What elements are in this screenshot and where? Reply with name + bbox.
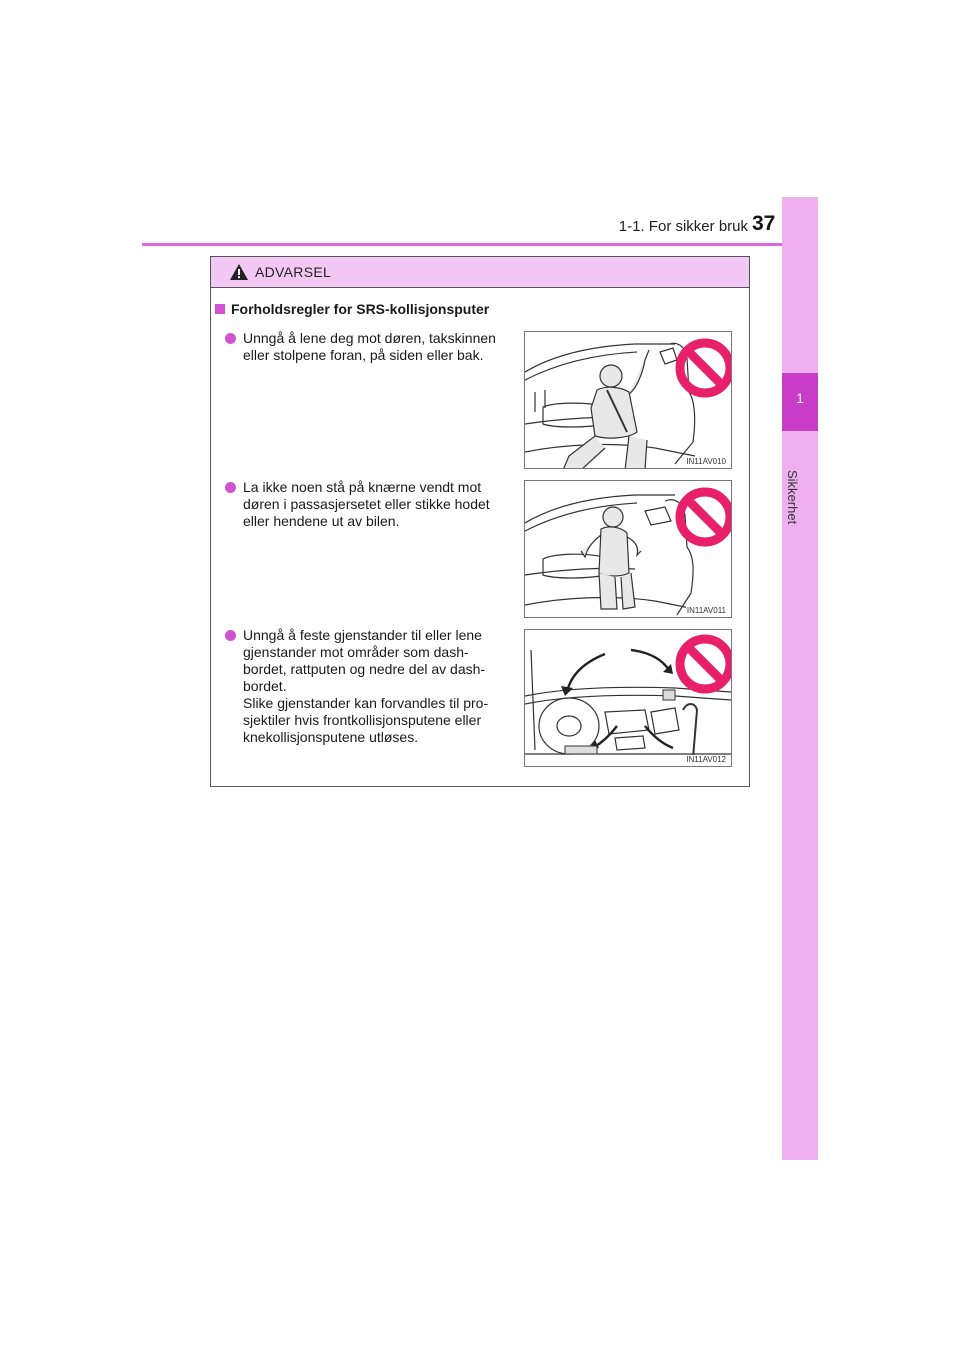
bullet-dot-icon: [225, 482, 236, 493]
figure-code: IN11AV012: [686, 755, 726, 764]
bullet-line: eller hendene ut av bilen.: [243, 513, 400, 529]
illustration-drawing: [525, 481, 732, 618]
bullet-line: døren i passasjersetet eller stikke hodet: [243, 496, 490, 512]
bullet-line: gjenstander mot områder som dash-: [243, 644, 469, 660]
warning-label: ADVARSEL: [255, 264, 332, 280]
bullet-dot-icon: [225, 630, 236, 641]
figure-code: IN11AV010: [686, 457, 726, 466]
bullet-line: Slike gjenstander kan forvandles til pro-: [243, 695, 489, 711]
figure-code: IN11AV011: [686, 606, 726, 615]
warning-header: [211, 257, 749, 288]
illustration-objects-on-dashboard: [524, 629, 732, 767]
section-title: Forholdsregler for SRS-kollisjonsputer: [231, 301, 490, 317]
bullet-dot-icon: [225, 333, 236, 344]
bullet-line: La ikke noen stå på knærne vendt mot: [243, 479, 482, 495]
illustration-drawing: [525, 332, 732, 469]
bullet-line: eller stolpene foran, på siden eller bak.: [243, 347, 484, 363]
bullet-line: sjektiler hvis frontkollisjonsputene eller: [243, 712, 482, 728]
warning-triangle-icon: [229, 263, 249, 281]
chapter-label: Sikkerhet: [785, 470, 800, 525]
prohibition-icon: [680, 492, 730, 542]
bullet-line: Unngå å lene deg mot døren, takskinnen: [243, 330, 496, 346]
section-square-icon: [215, 304, 225, 314]
warning-box: [210, 256, 750, 787]
section-heading: [215, 301, 489, 317]
running-head: 1-1. For sikker bruk: [618, 218, 748, 235]
bullet-item-1: [225, 330, 517, 364]
bullet-line: Unngå å feste gjenstander til eller lene: [243, 627, 482, 643]
bullet-item-2: [225, 479, 517, 530]
page-number: 37: [752, 212, 776, 235]
illustration-drawing: [525, 630, 732, 767]
chapter-side-tab: [782, 197, 818, 1160]
prohibition-icon: [680, 639, 730, 689]
bullet-line: bordet, rattputen og nedre del av dash-: [243, 661, 486, 677]
illustration-leaning-on-door: [524, 331, 732, 469]
bullet-item-3: [225, 627, 517, 746]
bullet-line: bordet.: [243, 678, 287, 694]
illustration-kneeling-on-seat: [524, 480, 732, 618]
header-rule: [142, 243, 818, 246]
chapter-number: 1: [796, 390, 804, 406]
bullet-line: knekollisjonsputene utløses.: [243, 729, 419, 745]
